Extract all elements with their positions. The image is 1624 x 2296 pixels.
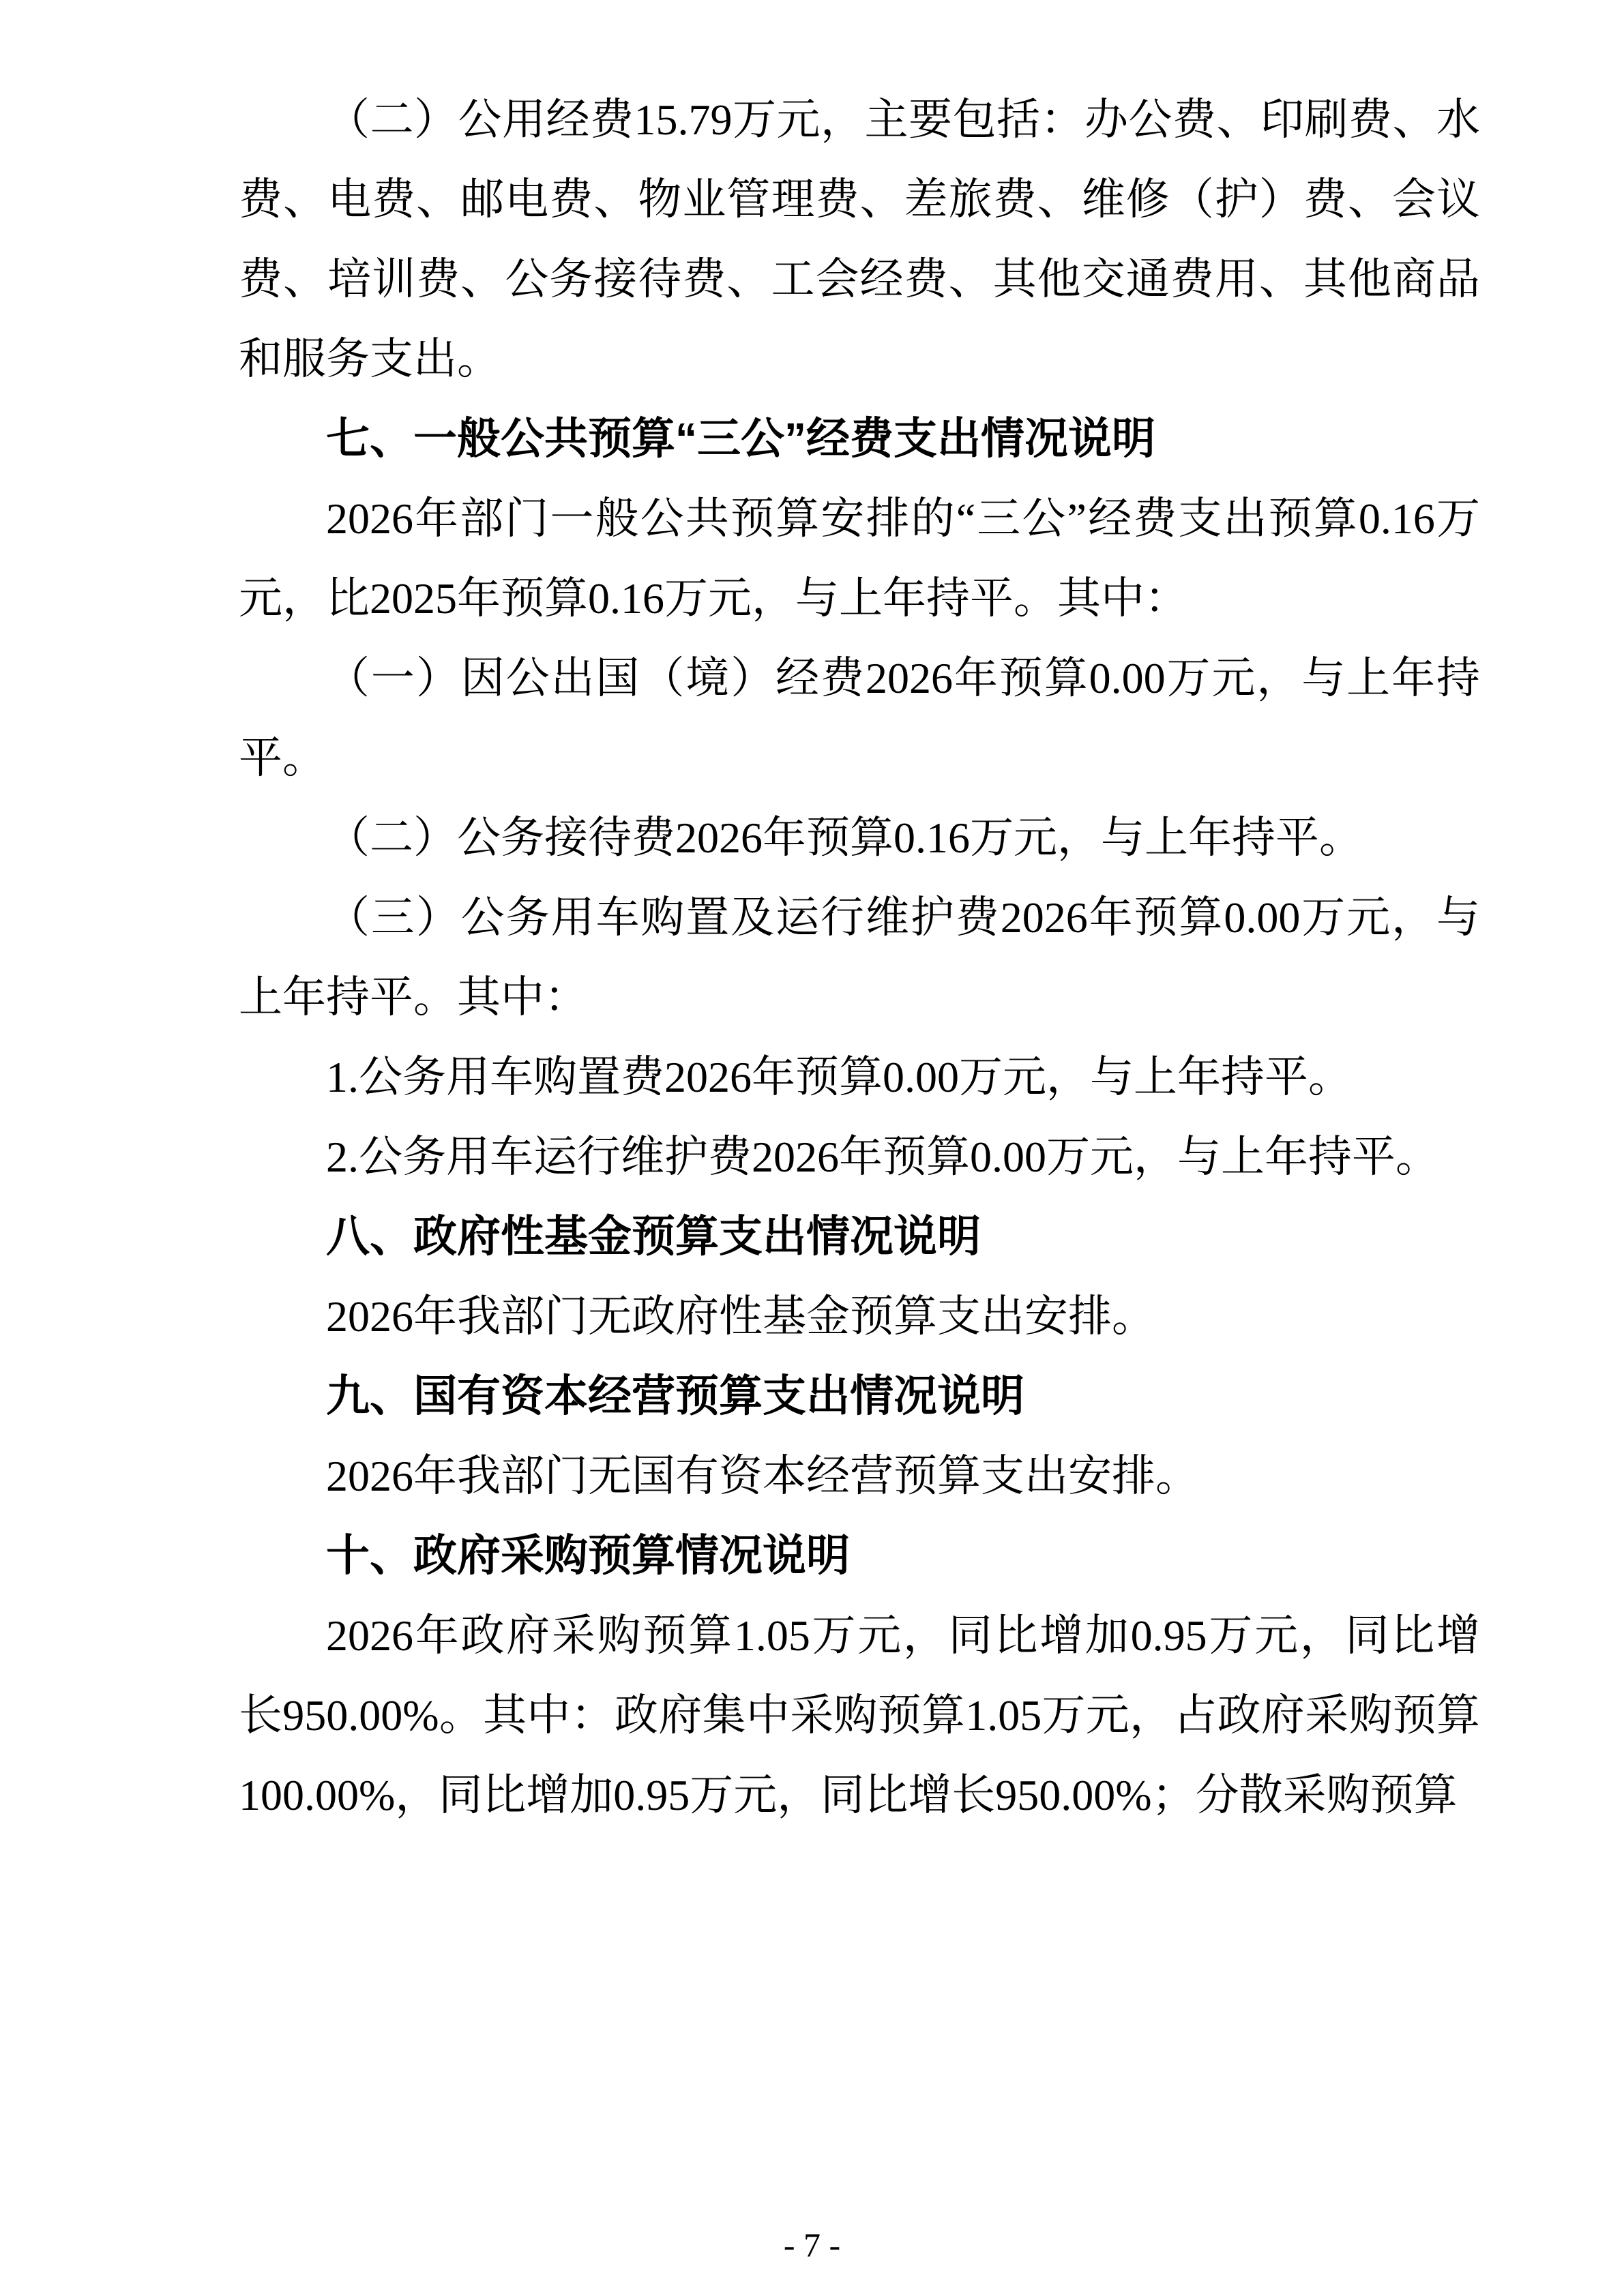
page-number: - 7 - <box>783 2226 841 2264</box>
section-heading-9-state-capital: 九、国有资本经营预算支出情况说明 <box>326 1371 1024 1420</box>
section-heading-8-gov-fund: 八、政府性基金预算支出情况说明 <box>326 1212 981 1261</box>
paragraph-vehicle-expense: （三）公务用车购置及运行维护费2026年预算0.00万元，与上年持平。其中： <box>239 893 1480 1022</box>
document-body <box>239 80 1480 1835</box>
paragraph-public-expense: （二）公用经费15.79万元，主要包括：办公费、印刷费、水费、电费、邮电费、物业管理费、差旅费、维修（护）费、会议费、培训费、公务接待费、工会经费、其他交通费用、其他商品和服务支出。 <box>239 95 1480 383</box>
page-footer <box>0 2223 1624 2267</box>
paragraph-vehicle-purchase: 1.公务用车购置费2026年预算0.00万元，与上年持平。 <box>326 1053 1352 1101</box>
paragraph-sangong-total: 2026年部门一般公共预算安排的“三公”经费支出预算0.16万元，比2025年预算0.16万元，与上年持平。其中： <box>239 494 1480 623</box>
paragraph-abroad-expense: （一）因公出国（境）经费2026年预算0.00万元，与上年持平。 <box>239 654 1480 782</box>
section-heading-10-procurement: 十、政府采购预算情况说明 <box>326 1531 850 1580</box>
section-heading-7-sangong: 七、一般公共预算“三公”经费支出情况说明 <box>326 414 1155 463</box>
paragraph-vehicle-maintenance: 2.公务用车运行维护费2026年预算0.00万元，与上年持平。 <box>326 1133 1439 1181</box>
paragraph-reception-expense: （二）公务接待费2026年预算0.16万元，与上年持平。 <box>326 814 1363 862</box>
paragraph-procurement: 2026年政府采购预算1.05万元，同比增加0.95万元，同比增长950.00%。其中：政府集中采购预算1.05万元，占政府采购预算100.00%，同比增加0.95万元，同比增长950.00%；分散采购预算 <box>239 1611 1480 1819</box>
paragraph-gov-fund: 2026年我部门无政府性基金预算支出安排。 <box>326 1292 1155 1341</box>
paragraph-state-capital: 2026年我部门无国有资本经营预算支出安排。 <box>326 1452 1199 1500</box>
